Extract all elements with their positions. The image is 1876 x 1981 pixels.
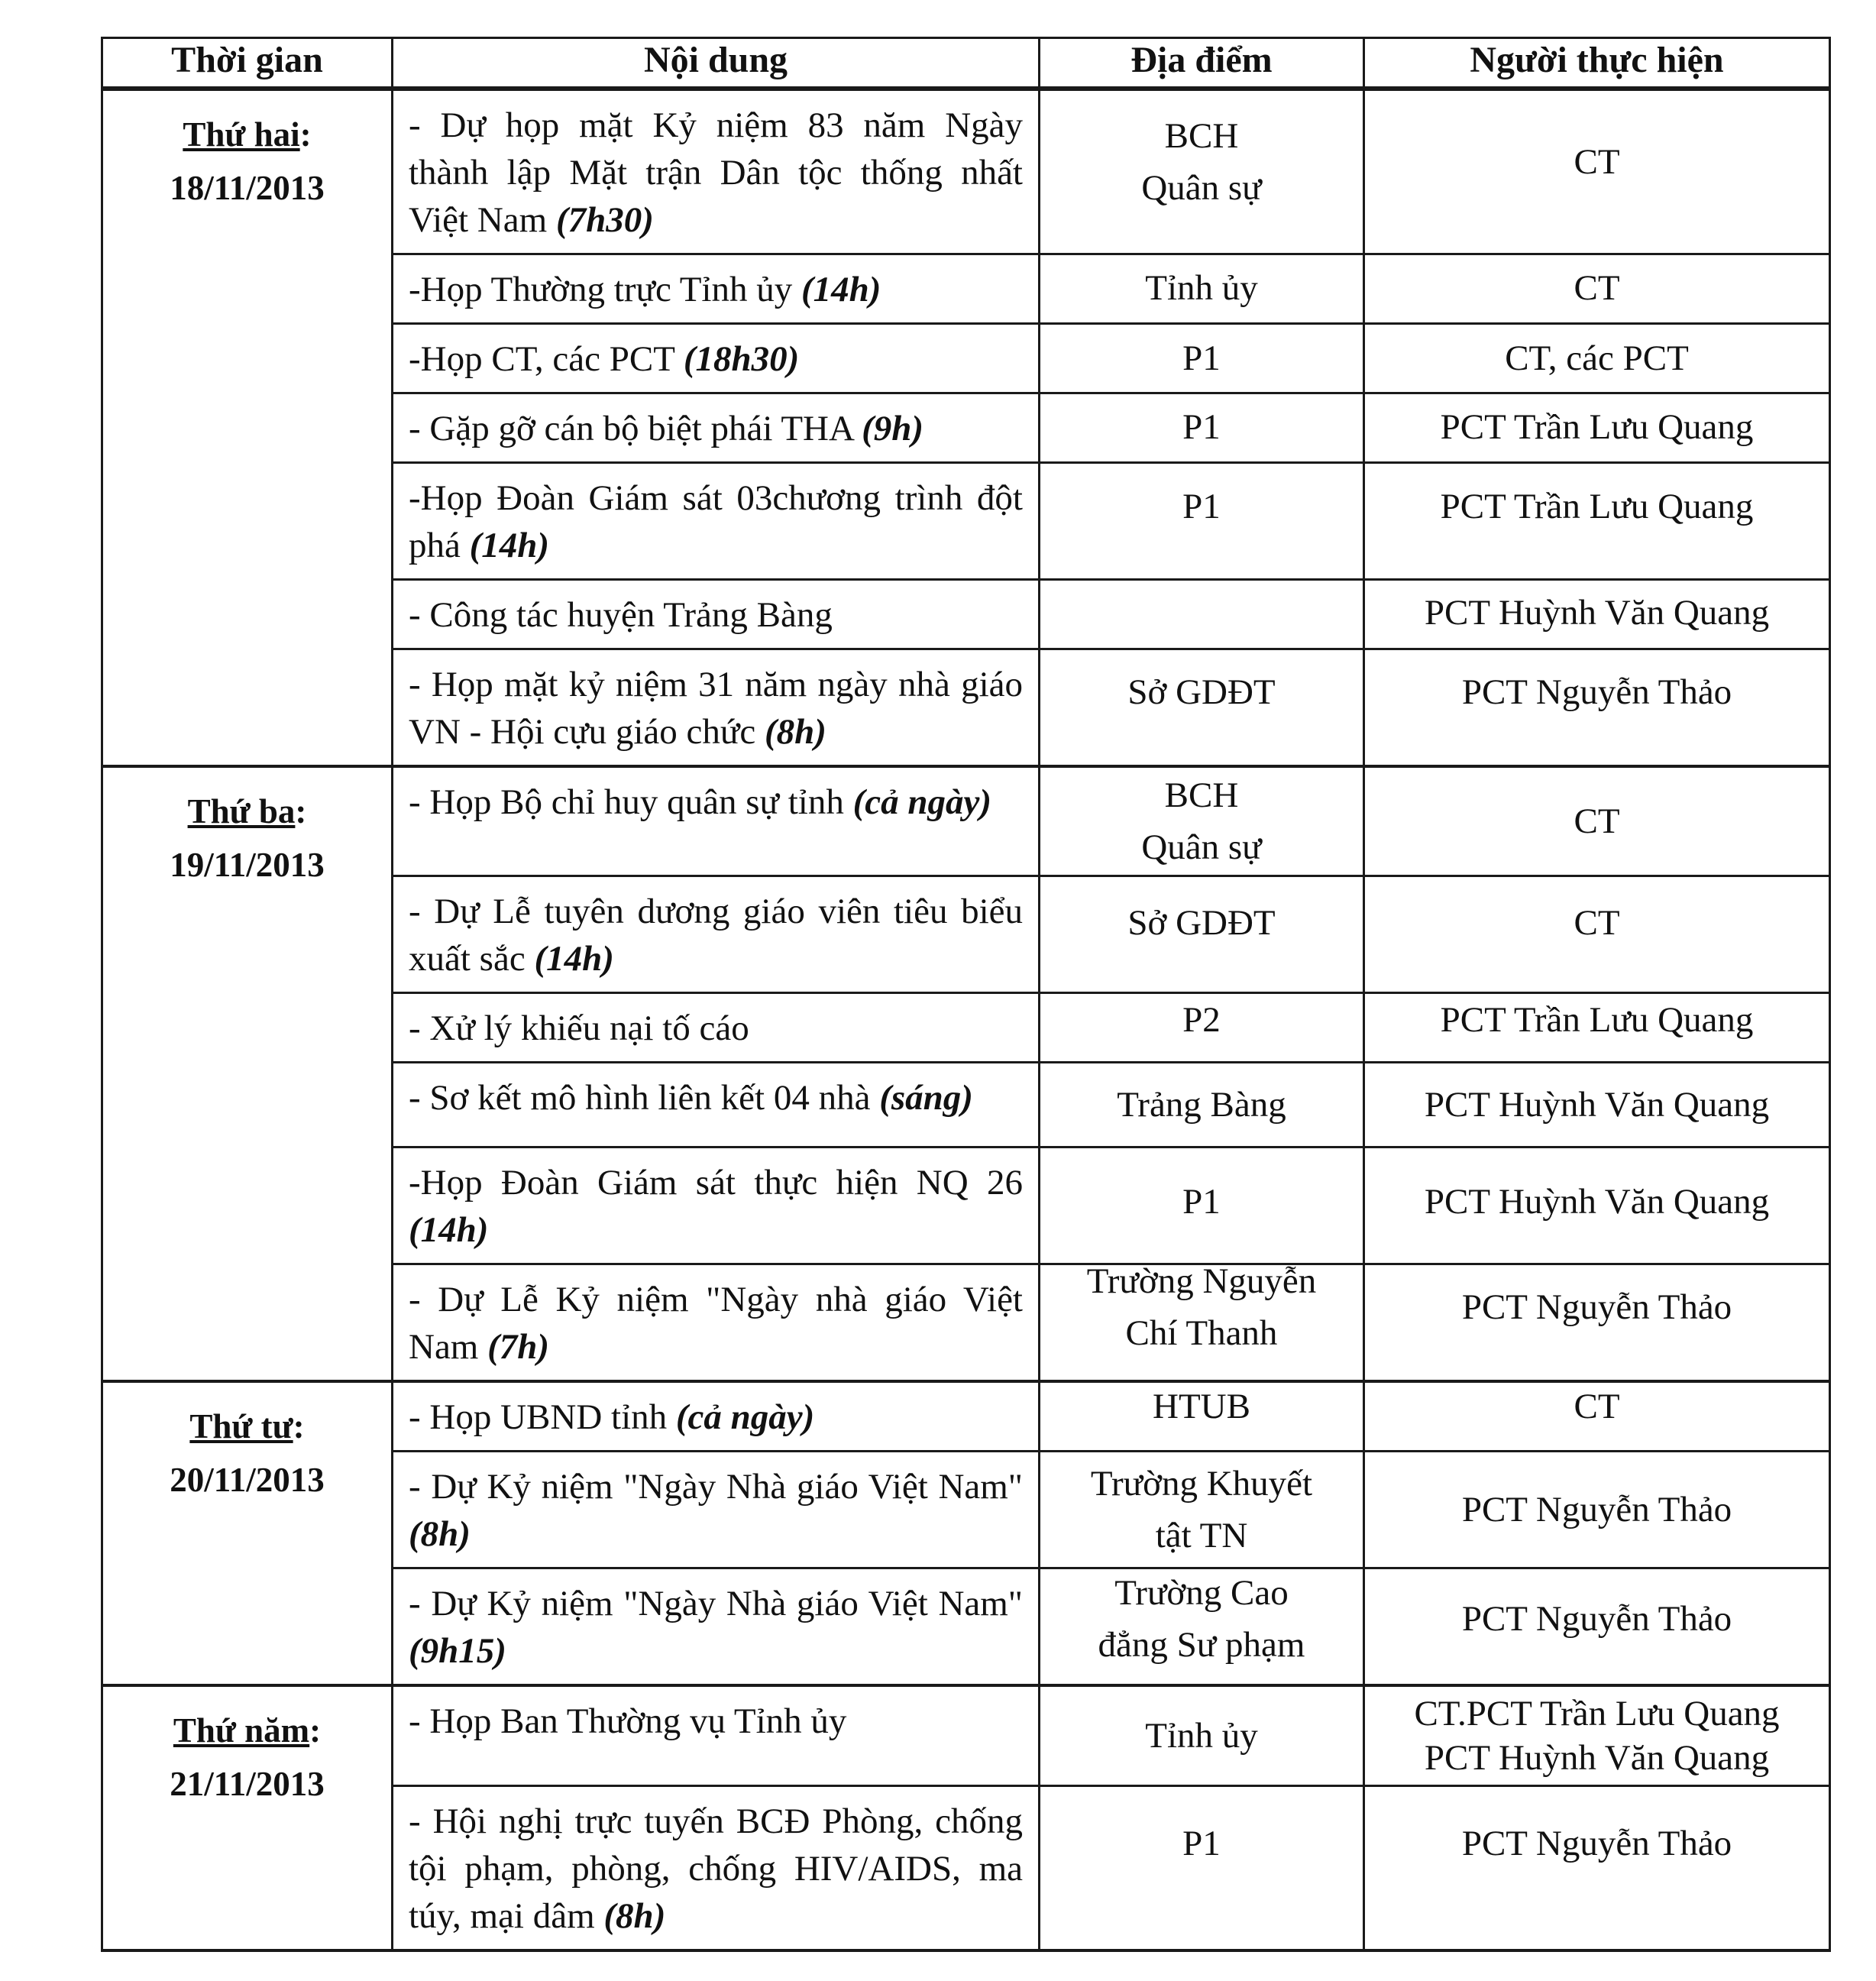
person-text: PCT Trần Lưu Quang [1440, 1000, 1754, 1040]
activity-time: (14h) [801, 270, 881, 309]
place-cell [1040, 393, 1364, 463]
place-cell [1040, 1685, 1364, 1786]
activity-time: (cả ngày) [675, 1397, 815, 1437]
person-cell [1364, 1568, 1830, 1686]
person-cell [1364, 766, 1830, 876]
place-text: Sở GDĐT [1127, 672, 1276, 712]
activity-item [393, 650, 1038, 765]
place-text: Trường Nguyễn Chí Thanh [1086, 1261, 1317, 1353]
place-text: Tỉnh ủy [1145, 1716, 1258, 1756]
content-cell [393, 766, 1040, 876]
content-cell [393, 876, 1040, 993]
person-cell [1364, 1063, 1830, 1147]
person-text: PCT Nguyễn Thảo [1461, 1599, 1732, 1639]
schedule-body [102, 89, 1830, 1950]
person-cell [1364, 876, 1830, 993]
place-cell [1040, 1261, 1364, 1382]
place-text: Trường Cao đẳng Sư phạm [1098, 1573, 1305, 1665]
activity-time: (14h) [409, 1210, 489, 1250]
content-cell [393, 580, 1040, 649]
activity-text: - Dự Lễ Kỷ niệm "Ngày nhà giáo Việt Nam [409, 1280, 1023, 1367]
activity-text: - Sơ kết mô hình liên kết 04 nhà [409, 1078, 871, 1118]
header-person: Người thực hiện [1364, 38, 1830, 89]
content-cell [393, 649, 1040, 767]
place-cell [1040, 254, 1364, 324]
person-cell [1364, 649, 1830, 767]
activity-text: - Hội nghị trực tuyến BCĐ Phòng, chống tội phạm, phòng, chống HIV/AIDS, ma túy, mại dâm [409, 1801, 1023, 1936]
activity-time: (8h) [409, 1514, 471, 1554]
table-row [102, 1381, 1830, 1452]
activity-item [393, 1687, 1038, 1785]
activity-time: (8h) [603, 1896, 666, 1936]
person-cell [1364, 993, 1830, 1063]
activity-item [393, 1452, 1038, 1567]
content-cell [393, 324, 1040, 393]
table-row [102, 766, 1830, 876]
person-text: CT [1574, 142, 1620, 182]
place-text: Sở GDĐT [1127, 903, 1276, 943]
activity-item [393, 994, 1038, 1061]
activity-item [393, 1383, 1038, 1450]
activity-time: (14h) [469, 526, 550, 565]
place-text: P1 [1182, 338, 1221, 378]
day-name-colon: : [299, 115, 312, 154]
content-cell [393, 254, 1040, 324]
header-content: Nội dung [393, 38, 1040, 89]
content-cell [393, 1147, 1040, 1264]
person-cell [1364, 1147, 1830, 1264]
day-date: 20/11/2013 [170, 1461, 325, 1499]
content-cell [393, 1568, 1040, 1686]
activity-item [393, 1569, 1038, 1684]
day-date: 19/11/2013 [170, 846, 325, 884]
place-text: BCH Quân sự [1141, 116, 1262, 208]
place-text: BCH Quân sự [1141, 775, 1262, 867]
place-cell [1040, 876, 1364, 993]
day-cell [102, 89, 393, 766]
place-text: P1 [1182, 1824, 1221, 1863]
day-name-colon: : [293, 1407, 305, 1445]
person-text: PCT Nguyễn Thảo [1461, 1824, 1732, 1863]
content-cell [393, 1685, 1040, 1786]
person-cell [1364, 1452, 1830, 1568]
header-row [102, 38, 1830, 89]
person-text: CT [1574, 801, 1620, 841]
table-row [102, 89, 1830, 254]
person-text: PCT Nguyễn Thảo [1461, 1490, 1732, 1529]
activity-time: (9h) [862, 409, 924, 448]
person-cell [1364, 580, 1830, 649]
day-name: Thứ năm [173, 1711, 310, 1750]
activity-text: -Họp Đoàn Giám sát 03chương trình đột phá [409, 478, 1023, 565]
activity-item [393, 1063, 1038, 1146]
content-cell [393, 89, 1040, 254]
place-cell [1040, 463, 1364, 580]
person-text: CT, các PCT [1505, 338, 1689, 378]
activity-item [393, 581, 1038, 648]
activity-time: (sáng) [879, 1078, 973, 1118]
content-cell [393, 1381, 1040, 1452]
day-name-colon: : [309, 1711, 322, 1750]
activity-text: -Họp Thường trực Tỉnh ủy [409, 270, 793, 309]
place-text: P2 [1182, 1000, 1221, 1040]
header-time: Thời gian [102, 38, 393, 89]
person-cell [1364, 1381, 1830, 1452]
person-text: CT.PCT Trần Lưu Quang PCT Huỳnh Văn Quang [1414, 1694, 1780, 1778]
person-text: PCT Huỳnh Văn Quang [1424, 593, 1770, 633]
activity-time: (cả ngày) [852, 782, 992, 822]
person-text: CT [1574, 1387, 1620, 1426]
activity-time: (7h30) [555, 200, 654, 240]
place-text: HTUB [1153, 1387, 1250, 1426]
activity-text: - Họp mặt kỷ niệm 31 năm ngày nhà giáo VN - Hội cựu giáo chức [409, 665, 1023, 752]
person-cell [1364, 89, 1830, 254]
person-text: PCT Nguyễn Thảo [1461, 672, 1732, 712]
person-cell [1364, 393, 1830, 463]
person-text: PCT Trần Lưu Quang [1440, 407, 1754, 447]
day-date: 21/11/2013 [170, 1765, 325, 1803]
activity-text: - Xử lý khiếu nại tố cáo [409, 1008, 749, 1048]
activity-item [393, 394, 1038, 461]
place-text: P1 [1182, 407, 1221, 447]
place-cell [1040, 1381, 1364, 1452]
activity-item [393, 1148, 1038, 1263]
activity-time: (7h) [487, 1327, 550, 1367]
day-name: Thứ ba [187, 792, 296, 830]
activity-text: - Dự Lễ tuyên dương giáo viên tiêu biểu xuất sắc [409, 892, 1023, 979]
person-text: PCT Huỳnh Văn Quang [1424, 1182, 1770, 1222]
activity-item [393, 255, 1038, 322]
place-text: P1 [1182, 487, 1221, 526]
day-name-colon: : [295, 792, 307, 830]
place-cell [1040, 1147, 1364, 1264]
day-name: Thứ hai [183, 115, 300, 154]
person-cell [1364, 324, 1830, 393]
place-text: P1 [1182, 1182, 1221, 1222]
person-cell [1364, 254, 1830, 324]
activity-item [393, 464, 1038, 578]
place-cell [1040, 89, 1364, 254]
table-row [102, 1685, 1830, 1786]
place-text: Trảng Bàng [1117, 1085, 1286, 1125]
activity-text: - Dự Kỷ niệm "Ngày Nhà giáo Việt Nam" [409, 1584, 1023, 1623]
place-cell [1040, 1452, 1364, 1568]
activity-time: (9h15) [409, 1631, 506, 1671]
place-cell [1040, 649, 1364, 767]
activity-item [393, 768, 1038, 875]
person-text: CT [1574, 268, 1620, 308]
content-cell [393, 463, 1040, 580]
place-cell [1040, 1568, 1364, 1686]
activity-item [393, 91, 1038, 253]
content-cell [393, 1786, 1040, 1951]
person-text: PCT Huỳnh Văn Quang [1424, 1085, 1770, 1125]
person-cell [1364, 1685, 1830, 1786]
activity-item [393, 1787, 1038, 1949]
content-cell [393, 1063, 1040, 1147]
place-cell [1040, 1063, 1364, 1147]
place-cell [1040, 324, 1364, 393]
activity-text: -Họp CT, các PCT [409, 339, 675, 379]
schedule-table [101, 37, 1831, 1952]
activity-item [393, 325, 1038, 392]
activity-item [393, 1265, 1038, 1380]
place-cell [1040, 993, 1364, 1063]
header-place: Địa điểm [1040, 38, 1364, 89]
activity-item [393, 877, 1038, 992]
activity-time: (8h) [764, 712, 826, 752]
activity-text: - Họp UBND tỉnh [409, 1397, 668, 1437]
content-cell [393, 393, 1040, 463]
activity-text: - Gặp gỡ cán bộ biệt phái THA [409, 409, 853, 448]
person-text: PCT Trần Lưu Quang [1440, 487, 1754, 526]
person-text: CT [1574, 903, 1620, 943]
activity-time: (18h30) [683, 339, 800, 379]
person-text: PCT Nguyễn Thảo [1461, 1287, 1732, 1327]
day-cell [102, 766, 393, 1381]
day-name: Thứ tư [189, 1407, 293, 1445]
activity-text: - Dự Kỷ niệm "Ngày Nhà giáo Việt Nam" [409, 1467, 1023, 1507]
person-cell [1364, 1264, 1830, 1382]
day-date: 18/11/2013 [170, 169, 325, 207]
activity-text: -Họp Đoàn Giám sát thực hiện NQ 26 [409, 1163, 1023, 1203]
day-cell [102, 1685, 393, 1950]
activity-text: - Dự họp mặt Kỷ niệm 83 năm Ngày thành lập Mặt trận Dân tộc thống nhất Việt Nam [409, 105, 1023, 240]
day-cell [102, 1381, 393, 1685]
person-cell [1364, 1786, 1830, 1951]
person-cell [1364, 463, 1830, 580]
activity-text: - Họp Bộ chỉ huy quân sự tỉnh [409, 782, 844, 822]
content-cell [393, 1264, 1040, 1382]
activity-time: (14h) [534, 939, 614, 979]
place-text: Tỉnh ủy [1145, 268, 1258, 308]
activity-text: - Họp Ban Thường vụ Tỉnh ủy [409, 1701, 847, 1741]
content-cell [393, 1452, 1040, 1568]
schedule-sheet [101, 37, 1829, 1952]
content-cell [393, 993, 1040, 1063]
place-cell [1040, 766, 1364, 876]
place-cell [1040, 1786, 1364, 1951]
activity-text: - Công tác huyện Trảng Bàng [409, 595, 833, 635]
place-text: Trường Khuyết tật TN [1090, 1464, 1313, 1555]
place-text [1040, 581, 1363, 645]
place-cell [1040, 580, 1364, 649]
